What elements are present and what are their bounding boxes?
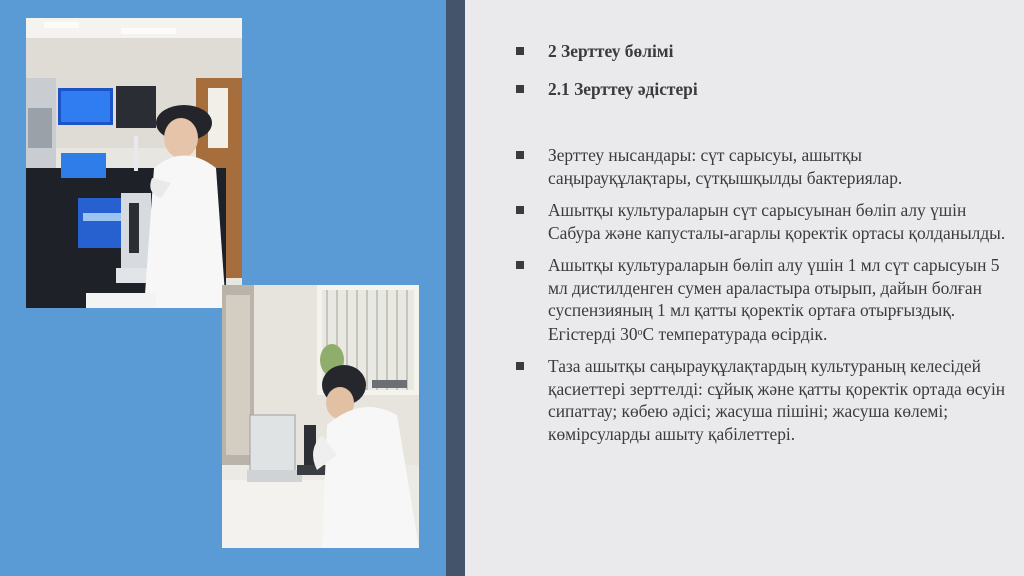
bullet-text-part: С температурада өсірдік. <box>642 323 828 344</box>
bullet-text: Зерттеу нысандары: сүт сарысуы, ашытқы саңырауқұлақтары, сүтқышқылды бактериялар. <box>548 145 903 188</box>
bullet-text <box>548 255 999 344</box>
bullet-text: Таза ашытқы саңырауқұлақтардың культураның келесідей қасиеттері зерттелді: сұйық және қатты қоректік ортада өсуін сипаттау; көбею әдісі; жасуша пішіні; жасуша көлемі; көмірсуларды ашыту қабілеттері. <box>548 356 1006 444</box>
laboratory-photo-microscope <box>222 285 419 548</box>
laboratory-photo-pipette-image <box>26 18 242 308</box>
content-bullets <box>516 40 1006 445</box>
bullet-marker-icon <box>516 151 524 159</box>
bullet-section-title <box>516 40 1006 63</box>
bullet-culture-media <box>516 199 1006 244</box>
laboratory-photo-microscope-image <box>222 285 419 548</box>
divider-bar <box>446 0 465 576</box>
bullet-text-part: Ашытқы культураларын бөліп алу үшін 1 мл сүт сарысуын 5 мл дистилденген сумен араластыра отырып, дайын болған суспензияның 1 мл қатты қоректік ортаға отырғыздық. Егістерді 30 <box>548 255 1000 344</box>
laboratory-photo-pipette <box>26 18 242 308</box>
bullet-text: Ашытқы культураларын сүт сарысуынан бөліп алу үшін Сабура және капусталы-агарлы қоректік ортасы қолданылды. <box>548 200 1006 243</box>
bullet-research-objects <box>516 144 1006 189</box>
bullet-isolation-method <box>516 254 1006 345</box>
degree-superscript: о <box>637 326 643 338</box>
bullet-studied-properties <box>516 355 1006 445</box>
bullet-marker-icon <box>516 206 524 214</box>
bullet-marker-icon <box>516 47 524 55</box>
bullet-subsection-title <box>516 78 1006 101</box>
bullet-marker-icon <box>516 362 524 370</box>
bullet-marker-icon <box>516 85 524 93</box>
bullet-marker-icon <box>516 261 524 269</box>
bullet-text: 2 Зерттеу бөлімі <box>548 41 674 61</box>
bullet-text: 2.1 Зерттеу әдістері <box>548 78 698 99</box>
